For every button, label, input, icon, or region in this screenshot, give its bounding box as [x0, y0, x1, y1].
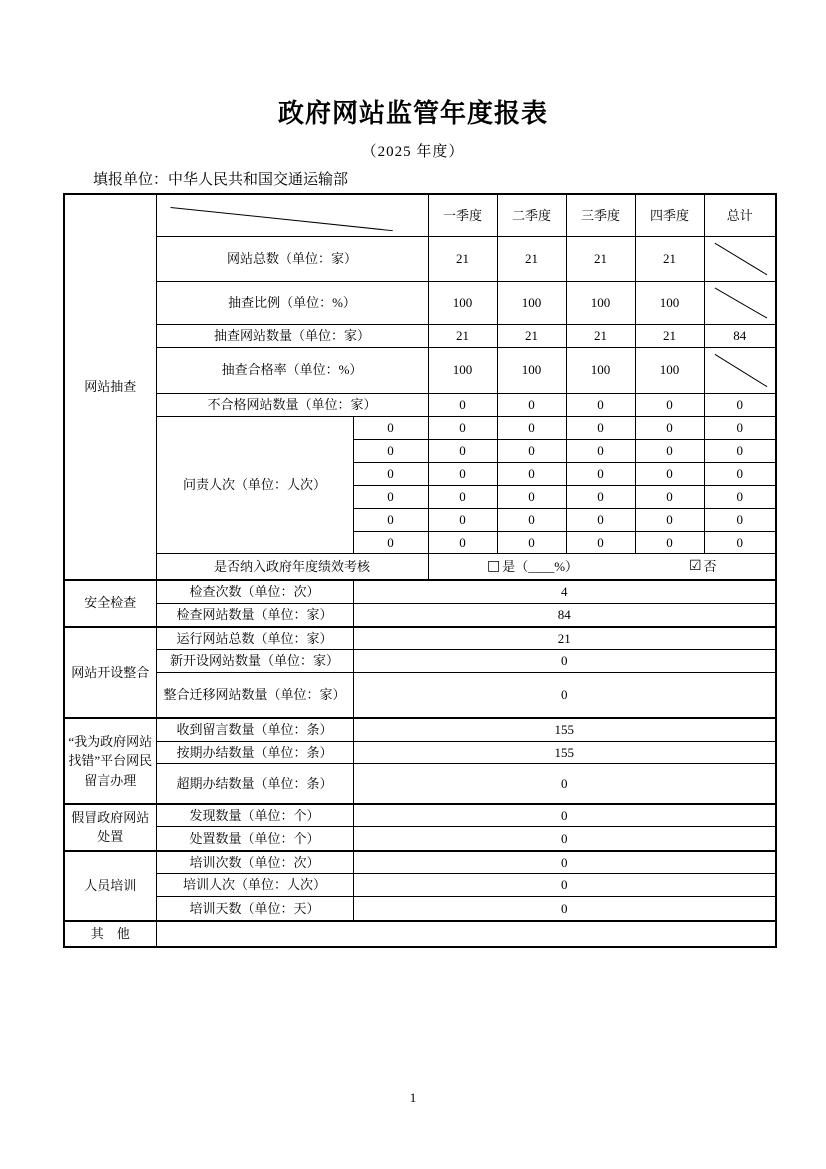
cell-value: 0 [353, 874, 776, 897]
cell-value: 0 [635, 439, 704, 462]
quarter-header-q2: 二季度 [497, 194, 566, 237]
table-row [64, 718, 776, 741]
diagonal-slash-icon [705, 237, 776, 281]
cell-value: 100 [497, 282, 566, 325]
row-label: 网站总数（单位：家） [156, 237, 428, 282]
table-row [64, 627, 776, 650]
cell-value: 0 [704, 508, 776, 531]
table-row [64, 851, 776, 874]
cell-value: 0 [353, 897, 776, 921]
table-row [64, 194, 776, 237]
cell-value: 0 [428, 393, 497, 416]
cell-value: 0 [566, 531, 635, 554]
cell-value: 0 [566, 508, 635, 531]
cell-value: 84 [353, 604, 776, 627]
table-row [64, 827, 776, 851]
cell-value: 0 [353, 508, 428, 531]
table-row [64, 416, 776, 439]
group-cell-security: 安全检查 [64, 580, 156, 627]
table-row [64, 347, 776, 393]
cell-value: 0 [497, 439, 566, 462]
cell-value: 155 [353, 718, 776, 741]
table-row [64, 764, 776, 804]
row-label: 按期办结数量（单位：条） [156, 741, 353, 764]
cell-value: 0 [635, 485, 704, 508]
row-label: 不合格网站数量（单位：家） [156, 393, 428, 416]
cell-value: 0 [353, 439, 428, 462]
cell-value: 0 [566, 416, 635, 439]
cell-value: 0 [353, 672, 776, 718]
group-cell-training: 人员培训 [64, 851, 156, 921]
table-row [64, 921, 776, 947]
cell-value: 21 [635, 325, 704, 348]
table-row [64, 604, 776, 627]
row-label: 培训人次（单位：人次） [156, 874, 353, 897]
cell-value: 21 [635, 237, 704, 282]
row-label: 培训次数（单位：次） [156, 851, 353, 874]
slash-cell [704, 237, 776, 282]
cell-value: 100 [497, 347, 566, 393]
cell-value: 0 [704, 462, 776, 485]
reporting-unit-label: 填报单位： [93, 171, 169, 188]
cell-value: 0 [704, 531, 776, 554]
cell-value: 0 [497, 462, 566, 485]
cell-value: 21 [497, 237, 566, 282]
cell-value: 100 [635, 282, 704, 325]
diagonal-header-cell [156, 194, 428, 237]
cell-value: 4 [353, 580, 776, 604]
cell-value: 100 [566, 282, 635, 325]
cell-value: 0 [353, 485, 428, 508]
reporting-unit-line [93, 168, 826, 189]
row-label: 收到留言数量（单位：条） [156, 718, 353, 741]
table-row [64, 554, 776, 580]
cell-value: 21 [497, 325, 566, 348]
cell-value: 100 [428, 347, 497, 393]
cell-value: 155 [353, 741, 776, 764]
cell-value: 0 [635, 462, 704, 485]
cell-value: 0 [428, 485, 497, 508]
checkbox-unchecked-icon[interactable]: □ [486, 558, 501, 575]
quarter-header-q4: 四季度 [635, 194, 704, 237]
cell-value: 0 [428, 439, 497, 462]
row-label: 检查次数（单位：次） [156, 580, 353, 604]
row-label: 问责人次（单位：人次） [156, 416, 353, 554]
cell-value: 0 [497, 531, 566, 554]
cell-value: 100 [635, 347, 704, 393]
cell-value: 21 [428, 237, 497, 282]
cell-value: 0 [704, 416, 776, 439]
assessment-option-no [689, 557, 717, 577]
cell-value: 0 [353, 416, 428, 439]
table-row [64, 580, 776, 604]
cell-value: 21 [428, 325, 497, 348]
cell-value: 0 [353, 764, 776, 804]
diagonal-slash-icon [705, 348, 776, 393]
cell-value: 21 [353, 627, 776, 650]
cell-value: 0 [497, 416, 566, 439]
group-cell-fake: 假冒政府网站处置 [64, 804, 156, 851]
row-label: 抽查合格率（单位：%） [156, 347, 428, 393]
cell-value: 0 [704, 485, 776, 508]
cell-value: 0 [566, 485, 635, 508]
row-label: 超期办结数量（单位：条） [156, 764, 353, 804]
table-row [64, 325, 776, 348]
cell-value: 0 [497, 393, 566, 416]
assessment-no-label: 否 [703, 558, 717, 574]
table-row [64, 897, 776, 921]
group-cell-feedback: “我为政府网站找错”平台网民留言办理 [64, 718, 156, 804]
row-label: 抽查比例（单位：%） [156, 282, 428, 325]
row-label: 发现数量（单位：个） [156, 804, 353, 827]
cell-value: 0 [635, 508, 704, 531]
group-cell-sampling: 网站抽查 [64, 194, 156, 580]
row-label: 运行网站总数（单位：家） [156, 627, 353, 650]
cell-value: 0 [566, 462, 635, 485]
table-row [64, 672, 776, 718]
row-label: 抽查网站数量（单位：家） [156, 325, 428, 348]
cell-value: 0 [353, 851, 776, 874]
page-title: 政府网站监管年度报表 [277, 99, 548, 128]
checkbox-checked-icon[interactable]: ☑ [688, 558, 702, 575]
cell-value: 0 [353, 462, 428, 485]
row-label: 新开设网站数量（单位：家） [156, 650, 353, 673]
total-header: 总计 [704, 194, 776, 237]
row-label: 培训天数（单位：天） [156, 897, 353, 921]
table-row [64, 237, 776, 282]
cell-total: 84 [704, 325, 776, 348]
group-cell-other: 其 他 [64, 921, 156, 947]
table-row [64, 393, 776, 416]
diagonal-slash-icon [157, 195, 428, 237]
report-table [63, 193, 777, 948]
page-number: 1 [409, 1090, 417, 1105]
cell-value: 0 [428, 416, 497, 439]
cell-value: 0 [704, 439, 776, 462]
cell-value: 100 [566, 347, 635, 393]
cell-value: 0 [428, 508, 497, 531]
cell-value: 0 [353, 650, 776, 673]
diagonal-slash-icon [705, 282, 776, 324]
cell-value: 0 [353, 827, 776, 851]
cell-value: 0 [635, 416, 704, 439]
assessment-yes-label: 是（____%） [502, 558, 579, 574]
slash-cell [704, 282, 776, 325]
table-row [64, 874, 776, 897]
assessment-option-yes [487, 557, 578, 577]
table-row [64, 804, 776, 827]
cell-value: 21 [566, 325, 635, 348]
quarter-header-q3: 三季度 [566, 194, 635, 237]
assessment-cell [428, 554, 776, 580]
group-cell-opening: 网站开设整合 [64, 627, 156, 719]
row-label: 整合迁移网站数量（单位：家） [156, 672, 353, 718]
cell-value: 0 [566, 393, 635, 416]
cell-value [156, 921, 776, 947]
cell-value: 0 [635, 531, 704, 554]
cell-value: 0 [428, 462, 497, 485]
page-subtitle: （2025 年度） [361, 143, 465, 160]
quarter-header-q1: 一季度 [428, 194, 497, 237]
table-row [64, 741, 776, 764]
table-row [64, 650, 776, 673]
row-label: 检查网站数量（单位：家） [156, 604, 353, 627]
cell-value: 21 [566, 237, 635, 282]
cell-value: 0 [353, 804, 776, 827]
cell-total: 0 [704, 393, 776, 416]
cell-value: 100 [428, 282, 497, 325]
row-label: 是否纳入政府年度绩效考核 [156, 554, 428, 580]
row-label: 处置数量（单位：个） [156, 827, 353, 851]
slash-cell [704, 347, 776, 393]
cell-value: 0 [428, 531, 497, 554]
cell-value: 0 [353, 531, 428, 554]
reporting-unit-value: 中华人民共和国交通运输部 [168, 171, 349, 188]
table-row [64, 282, 776, 325]
cell-value: 0 [497, 485, 566, 508]
cell-value: 0 [566, 439, 635, 462]
cell-value: 0 [635, 393, 704, 416]
cell-value: 0 [497, 508, 566, 531]
